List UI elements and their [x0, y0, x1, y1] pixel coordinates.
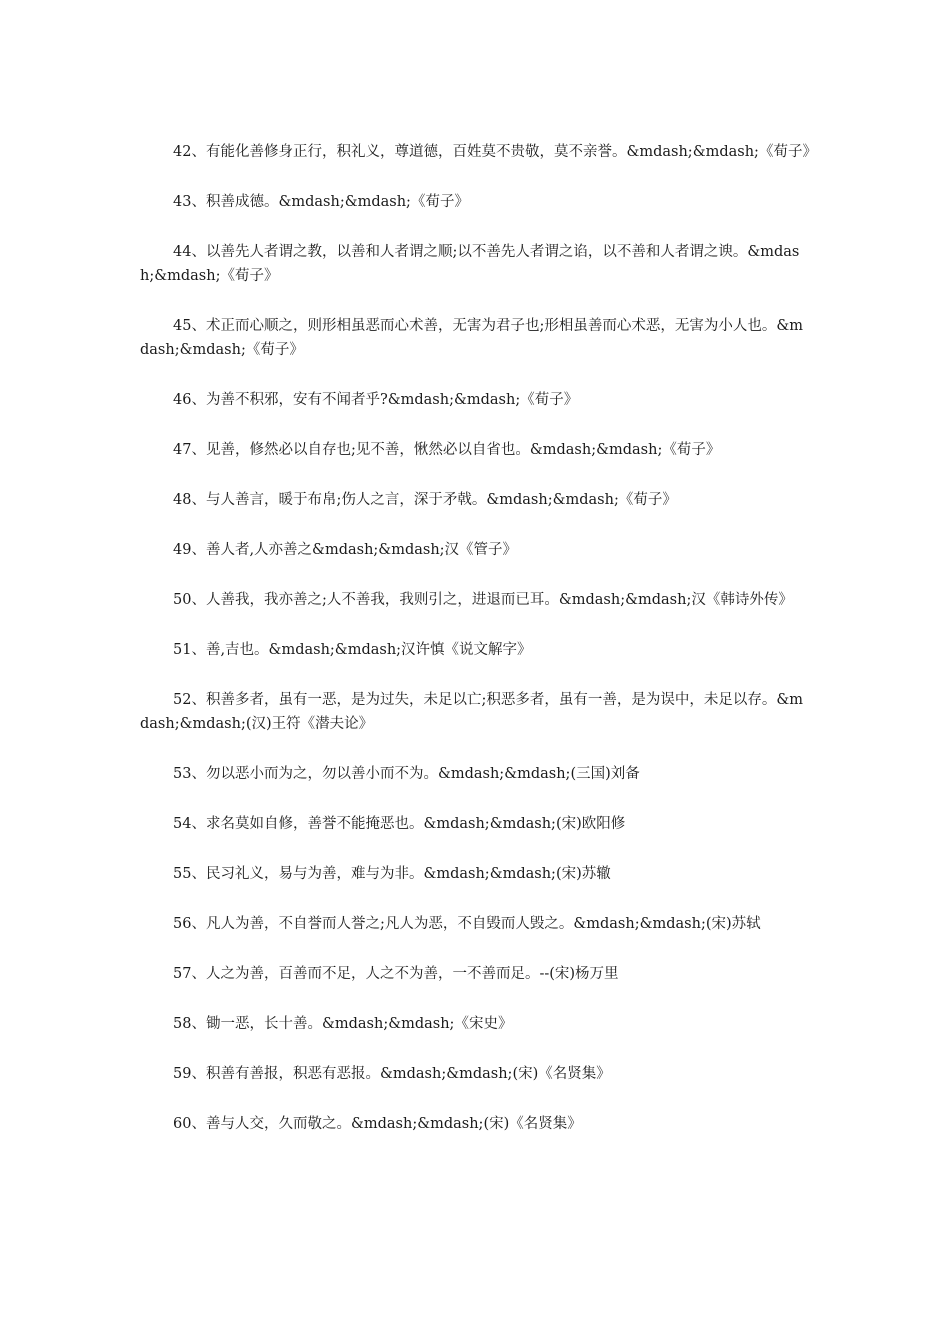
quote-paragraph: 49、善人者,人亦善之&mdash;&mdash;汉《管子》	[173, 542, 518, 558]
quote-paragraph: 50、人善我，我亦善之;人不善我，我则引之，进退而已耳。&mdash;&mdash;汉《韩诗外传》	[173, 592, 793, 608]
quote-paragraph: 59、积善有善报，积恶有恶报。&mdash;&mdash;(宋)《名贤集》	[173, 1066, 611, 1082]
quote-paragraph: 53、勿以恶小而为之，勿以善小而不为。&mdash;&mdash;(三国)刘备	[173, 766, 640, 782]
quote-paragraph: 44、以善先人者谓之教，以善和人者谓之顺;以不善先人者谓之谄，以不善和人者谓之谀。&mdash;&mdash;《荀子》	[140, 244, 800, 284]
quote-paragraph: 55、民习礼义，易与为善，难与为非。&mdash;&mdash;(宋)苏辙	[173, 866, 611, 882]
quote-paragraph: 58、锄一恶，长十善。&mdash;&mdash;《宋史》	[173, 1016, 513, 1032]
quote-paragraph: 57、人之为善，百善而不足，人之不为善，一不善而足。--(宋)杨万里	[173, 966, 619, 982]
quote-paragraph: 43、积善成德。&mdash;&mdash;《荀子》	[173, 194, 469, 210]
quote-paragraph: 56、凡人为善，不自誉而人誉之;凡人为恶，不自毁而人毁之。&mdash;&mdash;(宋)苏轼	[173, 916, 761, 932]
quote-paragraph: 48、与人善言，暖于布帛;伤人之言，深于矛戟。&mdash;&mdash;《荀子》	[173, 492, 677, 508]
quote-paragraph: 54、求名莫如自修，善誉不能掩恶也。&mdash;&mdash;(宋)欧阳修	[173, 816, 626, 832]
quote-paragraph: 46、为善不积邪，安有不闻者乎?&mdash;&mdash;《荀子》	[173, 392, 579, 408]
quote-paragraph: 52、积善多者，虽有一恶，是为过失，未足以亡;积恶多者，虽有一善，是为误中，未足以存。&mdash;&mdash;(汉)王符《潜夫论》	[140, 692, 803, 732]
document-body	[140, 140, 817, 1162]
quote-paragraph: 51、善,吉也。&mdash;&mdash;汉许慎《说文解字》	[173, 642, 532, 658]
quote-paragraph: 42、有能化善修身正行，积礼义，尊道德，百姓莫不贵敬，莫不亲誉。&mdash;&mdash;《荀子》	[173, 144, 817, 160]
quote-paragraph: 60、善与人交，久而敬之。&mdash;&mdash;(宋)《名贤集》	[173, 1116, 582, 1132]
quote-paragraph: 47、见善，修然必以自存也;见不善，愀然必以自省也。&mdash;&mdash;《荀子》	[173, 442, 721, 458]
quote-paragraph: 45、术正而心顺之，则形相虽恶而心术善，无害为君子也;形相虽善而心术恶，无害为小人也。&mdash;&mdash;《荀子》	[140, 318, 803, 358]
